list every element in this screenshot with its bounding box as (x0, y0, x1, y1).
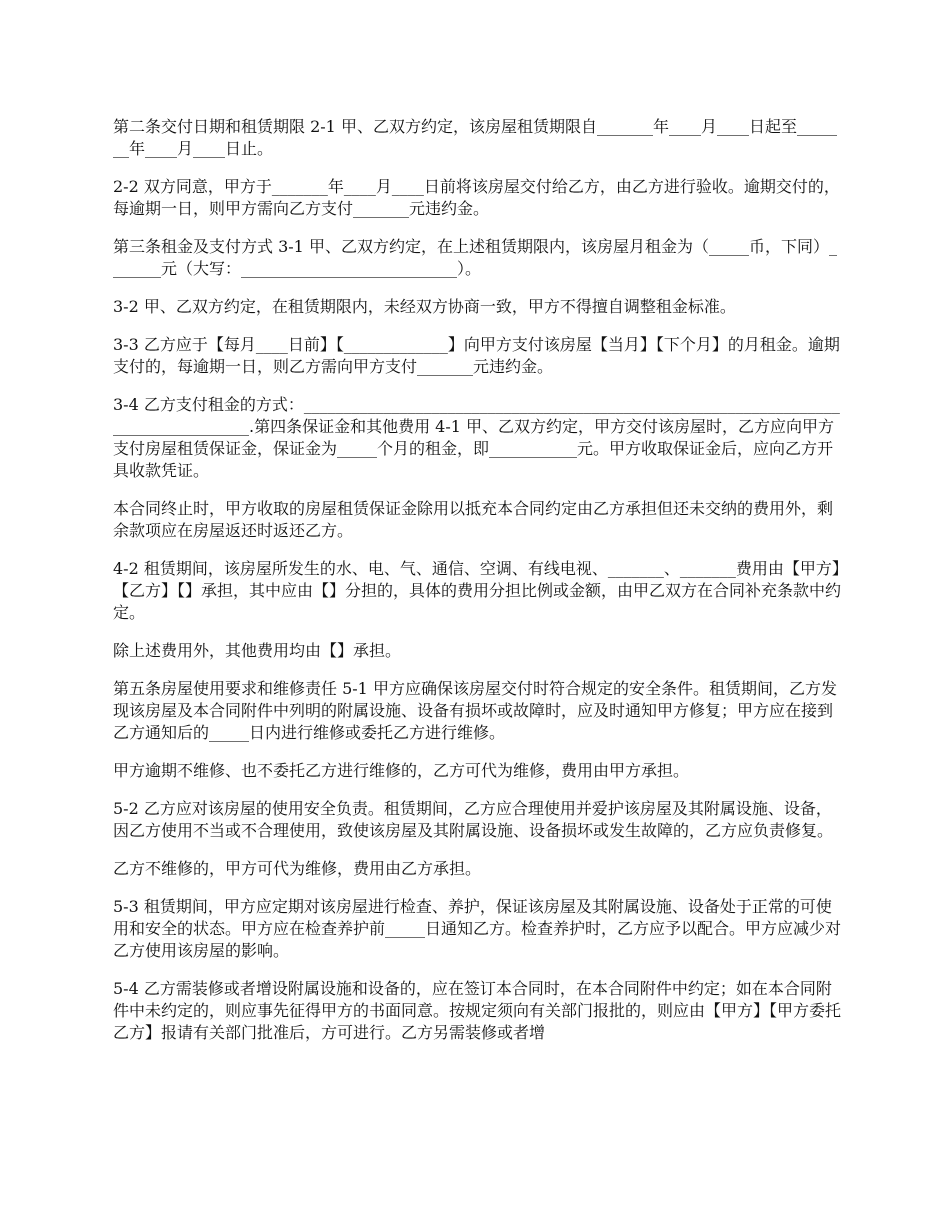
document-body (113, 116, 843, 1060)
paragraph-other-fees: 除上述费用外，其他费用均由【】承担。 (113, 641, 402, 660)
paragraph-rent-amount: 第三条租金及支付方式 3-1 甲、乙双方约定，在上述租赁期限内，该房屋月租金为（_____币，下同）_______元（大写：___________________________）。 (113, 237, 837, 278)
paragraph-rent-adjustment: 3-2 甲、乙双方约定，在租赁期限内，未经双方协商一致，甲方不得擅自调整租金标准。 (113, 297, 736, 316)
paragraph-renovation: 5-4 乙方需装修或者增设附属设施和设备的，应在签订本合同时，在本合同附件中约定；如在本合同附件中未约定的，则应事先征得甲方的书面同意。按规定须向有关部门报批的，则应由【甲方】【甲方委托乙方】报请有关部门批准后，方可进行。乙方另需装修或者增 (113, 979, 842, 1042)
paragraph-deposit-return: 本合同终止时，甲方收取的房屋租赁保证金除用以抵充本合同约定由乙方承担但还未交纳的费用外，剩余款项应在房屋返还时返还乙方。 (113, 499, 834, 540)
paragraph-rent-payment-schedule: 3-3 乙方应于【每月____日前】【_____________】向甲方支付该房屋【当月】【下个月】的月租金。逾期支付的，每逾期一日，则乙方需向甲方支付_______元违约金。 (113, 335, 840, 376)
paragraph-delivery-and-lease-term: 第二条交付日期和租赁期限 2-1 甲、乙双方约定，该房屋租赁期限自_______年____月____日起至_______年____月____日止。 (113, 117, 837, 158)
paragraph-landlord-repair-default: 甲方逾期不维修、也不委托乙方进行维修的，乙方可代为维修，费用由甲方承担。 (113, 761, 690, 780)
paragraph-utility-fees: 4-2 租赁期间，该房屋所发生的水、电、气、通信、空调、有线电视、_______、_______费用由【甲方】【乙方】【】承担，其中应由【】分担的，具体的费用分担比例或金额，由甲乙双方在合同补充条款中约定。 (113, 559, 842, 622)
paragraph-tenant-safety: 5-2 乙方应对该房屋的使用安全负责。租赁期间，乙方应合理使用并爱护该房屋及其附属设施、设备，因乙方使用不当或不合理使用，致使该房屋及其附属设施、设备损坏或发生故障的，乙方应负责修复。 (113, 799, 834, 840)
paragraph-usage-and-repair: 第五条房屋使用要求和维修责任 5-1 甲方应确保该房屋交付时符合规定的安全条件。租赁期间，乙方发现该房屋及本合同附件中列明的附属设施、设备有损坏或故障时，应及时通知甲方修复；甲方应在接到乙方通知后的_____日内进行维修或委托乙方进行维修。 (113, 679, 837, 742)
paragraph-tenant-repair-default: 乙方不维修的，甲方可代为维修，费用由乙方承担。 (113, 859, 482, 878)
paragraph-inspection: 5-3 租赁期间，甲方应定期对该房屋进行检查、养护，保证该房屋及其附属设施、设备处于正常的可使用和安全的状态。甲方应在检查养护前_____日通知乙方。检查养护时，乙方应予以配合。甲方应减少对乙方使用该房屋的影响。 (113, 897, 842, 960)
paragraph-delivery-date: 2-2 双方同意，甲方于_______年____月____日前将该房屋交付给乙方，由乙方进行验收。逾期交付的，每逾期一日，则甲方需向乙方支付_______元违约金。 (113, 177, 840, 218)
paragraph-payment-method-and-deposit: 3-4 乙方支付租金的方式：____________________________________________________________________________________.第四条保证金和其他费用 4-1 甲、乙双方约定，甲方交付该房屋时，乙方应向甲方支付房屋租赁保证金，保证金为_____个月的租金，即___________元。甲方收取保证金后，应向乙方开具收款凭证。 (113, 395, 840, 480)
